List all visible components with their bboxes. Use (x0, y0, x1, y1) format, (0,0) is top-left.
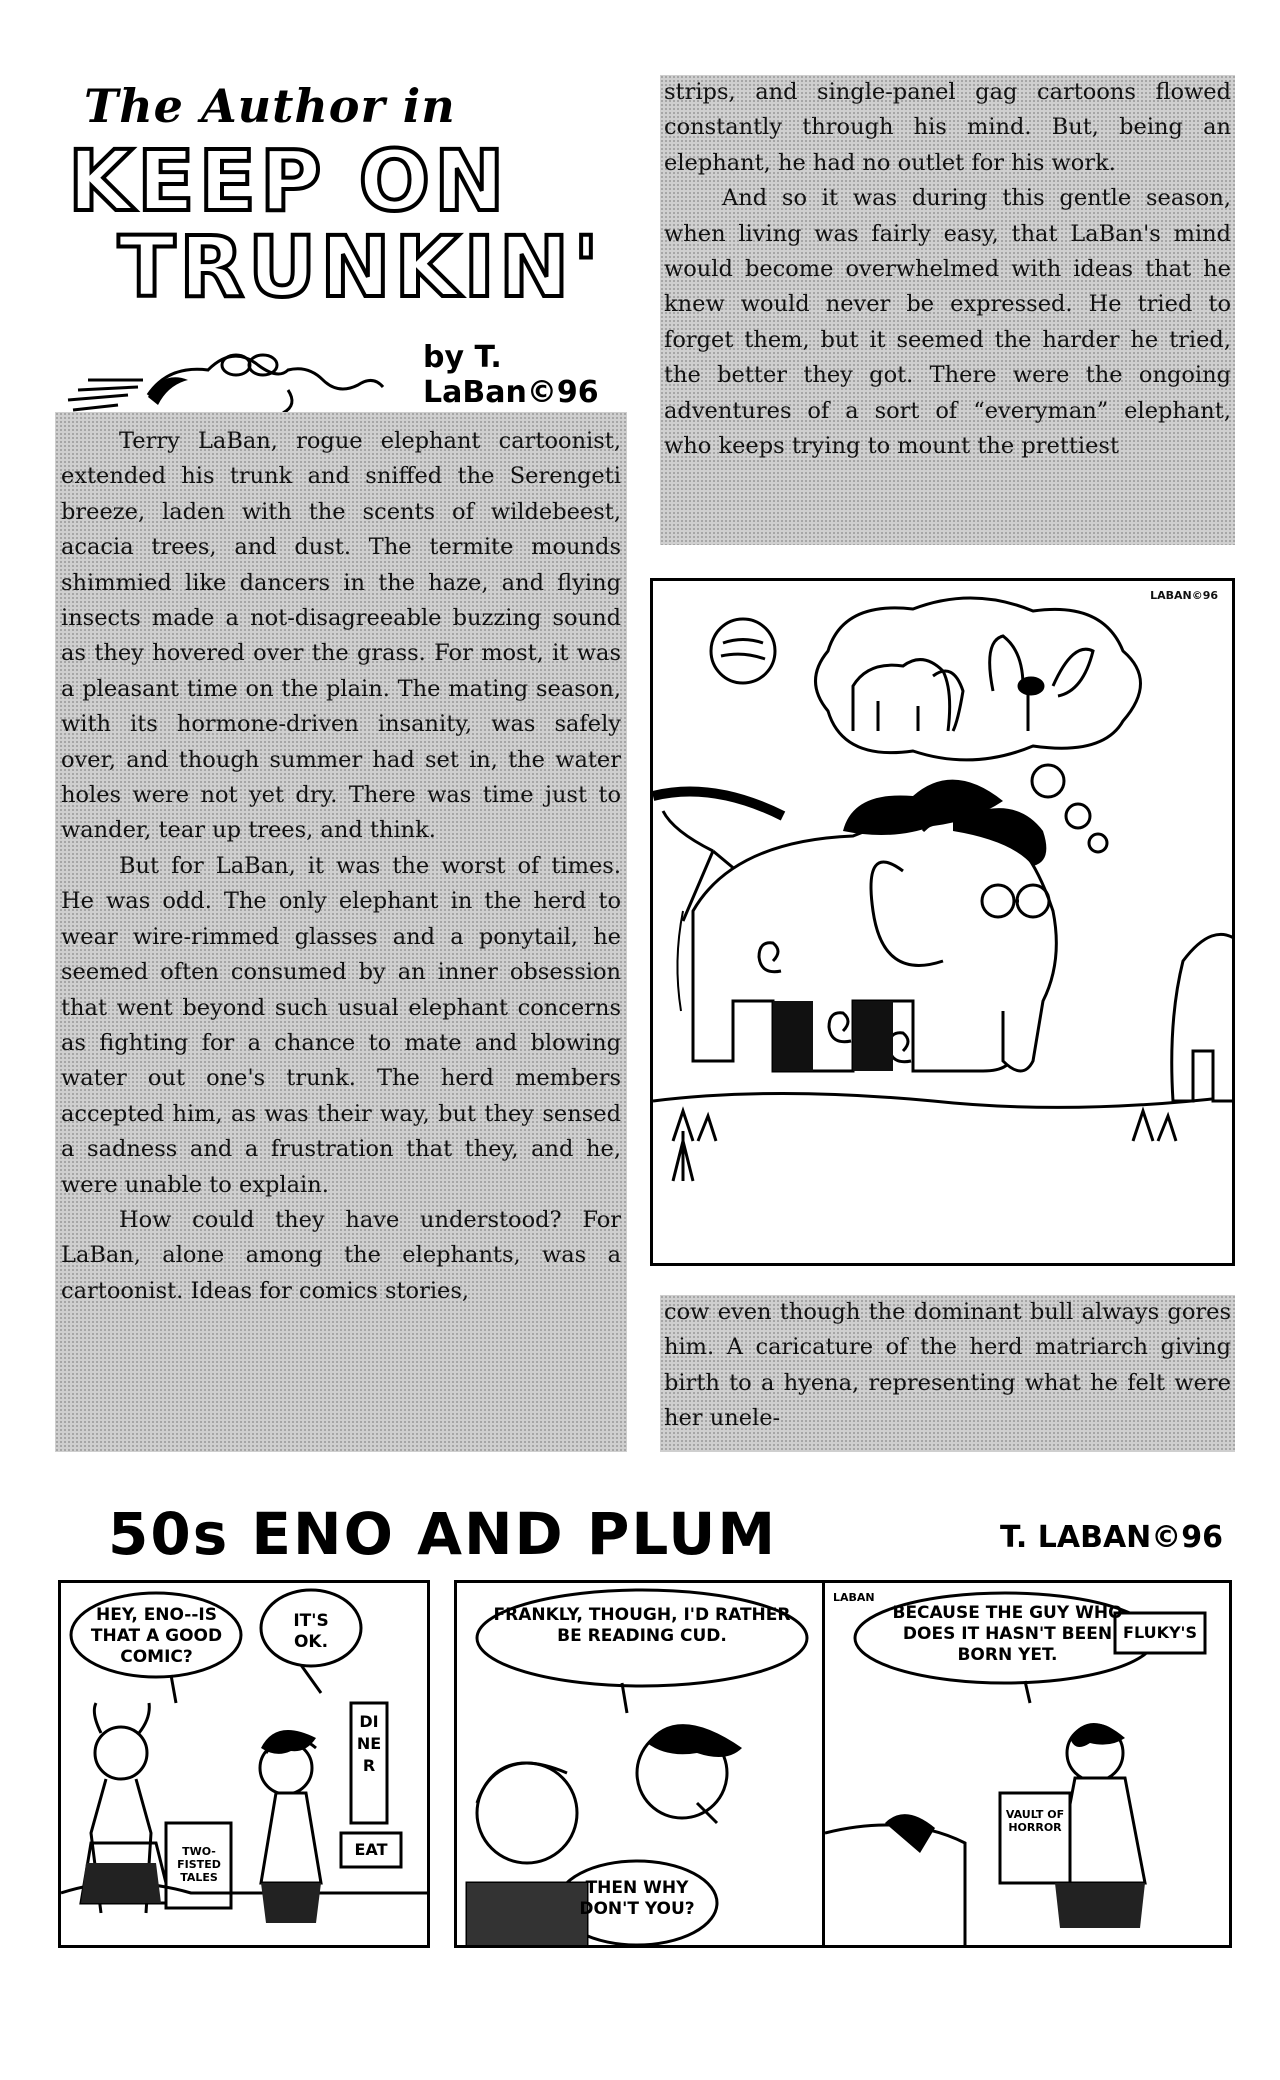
title-script-line: The Author in (84, 79, 456, 133)
title-main-line-1: KEEP ON (68, 132, 509, 230)
title-byline: by T. LaBan©96 (423, 340, 599, 410)
article-paragraph: How could they have understood? For LaBan, alone among the elephants, was a cartoonist. Ideas for comics stories, (61, 1206, 621, 1304)
article-column-left (55, 412, 627, 1452)
article-paragraph: cow even though the dominant bull always gores him. A caricature of the herd matriarch giving birth to a hyena, representing what he felt were her unele- (664, 1299, 1231, 1432)
comic-book-cover: TWO-FISTED TALES (177, 1845, 221, 1884)
comic-signature: T. LABAN©96 (1000, 1520, 1224, 1555)
flukys-sign: FLUKY'S (1123, 1623, 1197, 1642)
speech-bubble-eno: IT'S OK. (293, 1611, 329, 1652)
article-column-right-bottom (660, 1295, 1235, 1452)
comic-title: 50s ENO AND PLUM (108, 1500, 778, 1568)
title-block (58, 75, 618, 415)
comic-panel-1 (58, 1580, 430, 1948)
article-paragraph: And so it was during this gentle season, when living was fairly easy, that LaBan's mind would become overwhelmed with ideas that he knew would never be expressed. He tried to forget them, but it seemed the harder he tried, the better they got. There were the ongoing adventures of a sort of “everyman” elephant, who keeps trying to mount the prettiest (664, 185, 1231, 460)
speech-bubble-plum: THEN WHY DON'T YOU? (579, 1878, 695, 1919)
diner-sign: DINER (356, 1712, 382, 1775)
comic-panel-2 (454, 1580, 826, 1948)
comic-book-cover: VAULT OF HORROR (1005, 1808, 1065, 1834)
comic-panel-3 (822, 1580, 1232, 1948)
speech-bubble-eno: FRANKLY, THOUGH, I'D RATHER BE READING CUD. (493, 1605, 791, 1646)
panel-signature: LABAN (833, 1591, 875, 1604)
speech-bubble-plum: HEY, ENO--IS THAT A GOOD COMIC? (90, 1605, 223, 1667)
title-main-line-2: TRUNKIN' (118, 218, 603, 316)
article-paragraph: Terry LaBan, rogue elephant cartoonist, extended his trunk and sniffed the Serengeti breeze, laden with the scents of wildebeest, acacia trees, and dust. The termite mounds shimmied like dancers in the haze, and flying insects made a not-disagreeable buzzing sound as they hovered over the grass. For most, it was a pleasant time on the plain. The mating season, with its hormone-driven insanity, was safely over, and though summer had set in, the water holes were not yet dry. There was time just to wander, tear up trees, and think. (61, 428, 621, 844)
illustration-signature: LABAN©96 (1150, 589, 1218, 602)
flying-elephant-drawing (58, 325, 428, 415)
elephant-illustration-drawing (653, 581, 1235, 1266)
article-column-right-top (660, 75, 1235, 545)
article-paragraph: But for LaBan, it was the worst of times. He was odd. The only elephant in the herd to wear wire-rimmed glasses and a ponytail, he seemed often consumed by an inner obsession that went beyond such usual elephant concerns as fighting for a chance to mate and blowing water out one's trunk. The herd members accepted him, as was their way, but they sensed a sadness and a frustration that they, and he, were unable to explain. (61, 852, 621, 1198)
elephant-illustration (650, 578, 1235, 1266)
eat-sign: EAT (354, 1840, 388, 1859)
article-paragraph: strips, and single-panel gag cartoons flowed constantly through his mind. But, being an elephant, he had no outlet for his work. (664, 79, 1231, 176)
speech-bubble-eno: BECAUSE THE GUY WHO DOES IT HASN'T BEEN BORN YET. (892, 1603, 1123, 1665)
